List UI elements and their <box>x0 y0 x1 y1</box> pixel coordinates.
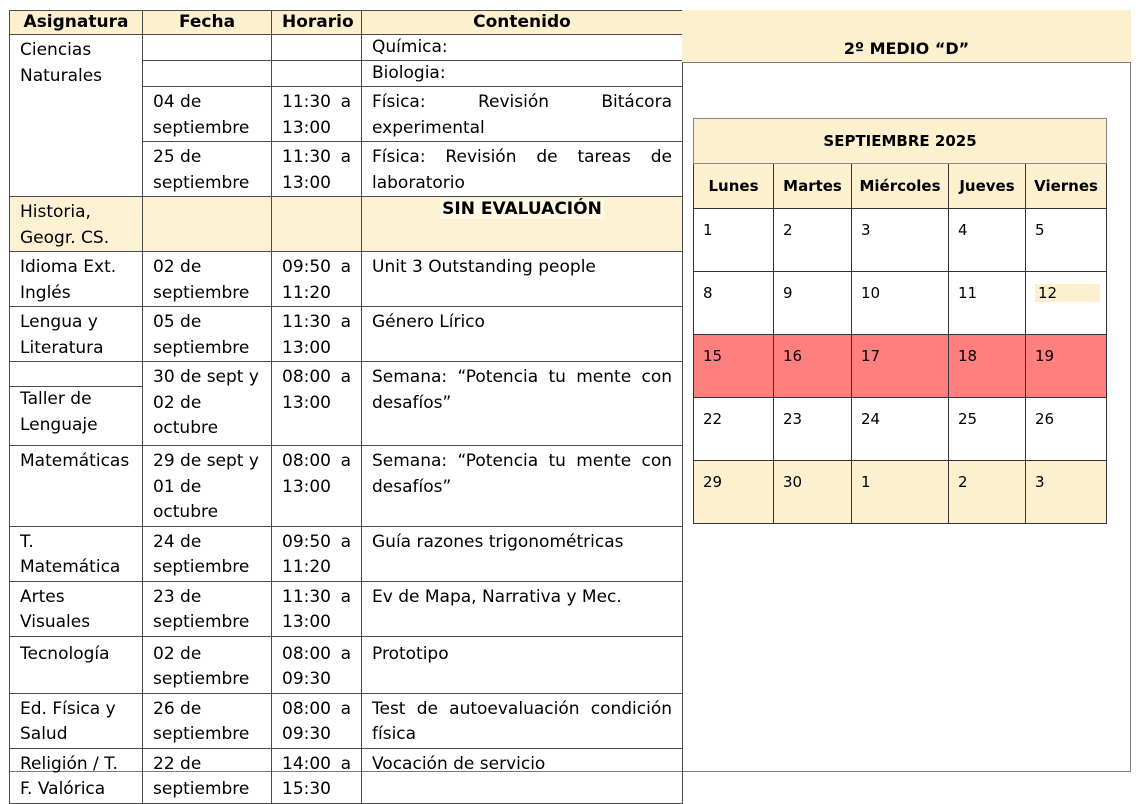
time-cell: 11:30 a 13:00 <box>272 87 362 142</box>
time-cell: 08:00 a 13:00 <box>272 362 362 446</box>
date-cell: 04 de septiembre <box>143 87 272 142</box>
subject-cell: Idioma Ext. Inglés <box>10 252 143 307</box>
calendar-title: SEPTIEMBRE 2025 <box>694 119 1107 164</box>
table-row <box>10 748 683 803</box>
calendar-day: 8 <box>694 272 774 335</box>
table-row <box>10 636 683 693</box>
date-cell <box>143 197 272 252</box>
time-cell <box>272 35 362 61</box>
course-title: 2º MEDIO “D” <box>682 10 1131 63</box>
calendar-day: 3 <box>1026 461 1107 524</box>
calendar-week-5 <box>694 461 1107 524</box>
calendar-day: 22 <box>694 398 774 461</box>
calendar-day: 2 <box>949 461 1026 524</box>
content-cell <box>362 197 683 252</box>
subject-cell: Ciencias Naturales <box>10 35 143 197</box>
table-row <box>10 526 683 581</box>
subject-cell <box>10 362 143 446</box>
table-header-row <box>10 11 683 35</box>
time-cell: 08:00 a 09:30 <box>272 636 362 693</box>
content-cell: Unit 3 Outstanding people <box>362 252 683 307</box>
date-cell <box>143 35 272 61</box>
calendar-day: 25 <box>949 398 1026 461</box>
calendar-day: 1 <box>852 461 949 524</box>
time-cell: 11:30 a 13:00 <box>272 307 362 362</box>
content-cell: Test de autoevaluación condición física <box>362 693 683 748</box>
calendar-day: 24 <box>852 398 949 461</box>
subject-cell: Religión / T. F. Valórica <box>10 748 143 803</box>
calendar-week-4 <box>694 398 1107 461</box>
header-subject: Asignatura <box>10 11 143 35</box>
table-row <box>10 252 683 307</box>
date-cell: 02 de septiembre <box>143 252 272 307</box>
calendar-day: 17 <box>852 335 949 398</box>
weekday-tuesday: Martes <box>774 164 852 209</box>
date-cell: 29 de sept y 01 de octubre <box>143 446 272 527</box>
weekday-thursday: Jueves <box>949 164 1026 209</box>
taller-lenguaje-label: Taller de Lenguaje <box>10 386 142 445</box>
time-cell: 11:30 a 13:00 <box>272 581 362 636</box>
content-cell: Género Lírico <box>362 307 683 362</box>
time-cell: 14:00 a 15:30 <box>272 748 362 803</box>
content-cell: Química: <box>362 35 683 61</box>
weekday-wednesday: Miércoles <box>852 164 949 209</box>
time-cell: 11:30 a 13:00 <box>272 142 362 197</box>
calendar-day: 5 <box>1026 209 1107 272</box>
highlighted-day-number: 12 <box>1035 284 1100 302</box>
time-cell: 09:50 a 11:20 <box>272 526 362 581</box>
date-cell: 26 de septiembre <box>143 693 272 748</box>
date-cell <box>143 61 272 87</box>
calendar-day: 29 <box>694 461 774 524</box>
calendar-day: 4 <box>949 209 1026 272</box>
calendar-day: 2 <box>774 209 852 272</box>
calendar-day: 3 <box>852 209 949 272</box>
weekday-friday: Viernes <box>1026 164 1107 209</box>
subject-cell: Ed. Física y Salud <box>10 693 143 748</box>
calendar-day: 30 <box>774 461 852 524</box>
time-cell: 09:50 a 11:20 <box>272 252 362 307</box>
table-row <box>10 446 683 527</box>
content-cell: Prototipo <box>362 636 683 693</box>
content-cell: Semana: “Potencia tu mente con desafíos” <box>362 446 683 527</box>
evaluation-schedule-table <box>9 10 683 804</box>
calendar-day: 18 <box>949 335 1026 398</box>
subject-cell: Lengua y Literatura <box>10 307 143 362</box>
content-cell: Ev de Mapa, Narrativa y Mec. <box>362 581 683 636</box>
content-cell: Semana: “Potencia tu mente con desafíos” <box>362 362 683 446</box>
calendar-day: 9 <box>774 272 852 335</box>
subject-cell: Artes Visuales <box>10 581 143 636</box>
calendar-day: 23 <box>774 398 852 461</box>
date-cell: 22 de septiembre <box>143 748 272 803</box>
header-time: Horario <box>272 11 362 35</box>
header-content: Contenido <box>362 11 683 35</box>
time-cell <box>272 197 362 252</box>
table-row <box>10 197 683 252</box>
header-date: Fecha <box>143 11 272 35</box>
no-evaluation-label: SIN EVALUACIÓN <box>442 199 602 219</box>
time-cell: 08:00 a 13:00 <box>272 446 362 527</box>
calendar-week-2 <box>694 272 1107 335</box>
calendar-day: 11 <box>949 272 1026 335</box>
calendar-day: 16 <box>774 335 852 398</box>
content-cell: Física: Revisión de tareas de laboratorio <box>362 142 683 197</box>
table-row <box>10 693 683 748</box>
date-cell: 05 de septiembre <box>143 307 272 362</box>
subject-cell: Historia, Geogr. CS. <box>10 197 143 252</box>
date-cell: 30 de sept y 02 de octubre <box>143 362 272 446</box>
table-row <box>10 581 683 636</box>
date-cell: 23 de septiembre <box>143 581 272 636</box>
weekday-monday: Lunes <box>694 164 774 209</box>
date-cell: 02 de septiembre <box>143 636 272 693</box>
content-cell: Física: Revisión Bitácora experimental <box>362 87 683 142</box>
table-row <box>10 35 683 61</box>
calendar-day: 15 <box>694 335 774 398</box>
calendar-day: 26 <box>1026 398 1107 461</box>
table-row <box>10 307 683 362</box>
table-row <box>10 362 683 446</box>
calendar-weekday-row <box>694 164 1107 209</box>
calendar-day-highlighted <box>1026 272 1107 335</box>
date-cell: 25 de septiembre <box>143 142 272 197</box>
time-cell: 08:00 a 09:30 <box>272 693 362 748</box>
calendar-september <box>693 118 1107 524</box>
content-cell: Biologia: <box>362 61 683 87</box>
date-cell: 24 de septiembre <box>143 526 272 581</box>
calendar-day: 1 <box>694 209 774 272</box>
calendar-week-3-holiday <box>694 335 1107 398</box>
calendar-day: 19 <box>1026 335 1107 398</box>
subject-cell: Tecnología <box>10 636 143 693</box>
calendar-week-1 <box>694 209 1107 272</box>
calendar-day: 10 <box>852 272 949 335</box>
subject-cell: Matemáticas <box>10 446 143 527</box>
content-cell: Vocación de servicio <box>362 748 683 803</box>
subject-cell: T. Matemática <box>10 526 143 581</box>
content-cell: Guía razones trigonométricas <box>362 526 683 581</box>
time-cell <box>272 61 362 87</box>
